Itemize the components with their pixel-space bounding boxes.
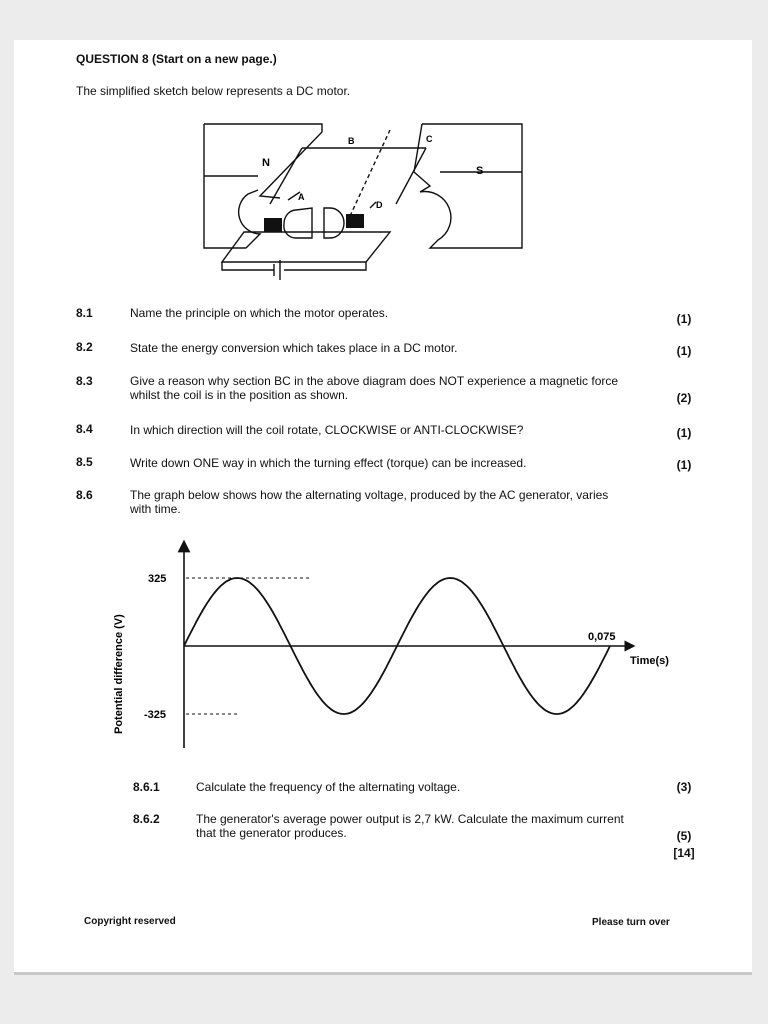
- footer-copyright: Copyright reserved: [84, 916, 176, 927]
- subquestion-number: 8.6.2: [133, 812, 160, 826]
- subquestion-number: 8.6.1: [133, 780, 160, 794]
- question-text: Give a reason why section BC in the above diagram does NOT experience a magnetic force whilst the coil is in the position as shown.: [130, 374, 619, 402]
- question-number: 8.1: [76, 306, 93, 320]
- x-axis-label: Time(s): [630, 655, 669, 667]
- subquestion-text: The generator's average power output is 2,7 kW. Calculate the maximum current that the generator produces.: [196, 812, 624, 840]
- question-text: The graph below shows how the alternating voltage, produced by the AC generator, varies with time.: [130, 488, 609, 516]
- label-b: B: [348, 136, 355, 146]
- exam-page: [14, 40, 752, 975]
- question-mark: (1): [676, 344, 692, 358]
- question-mark: (1): [676, 426, 692, 440]
- question-text: Name the principle on which the motor operates.: [130, 306, 389, 320]
- dc-motor-diagram: [200, 120, 530, 280]
- label-n: N: [262, 157, 270, 169]
- y-min-tick-label: -325: [144, 709, 167, 721]
- label-c: C: [426, 134, 433, 144]
- y-max-tick-label: 325: [148, 573, 167, 585]
- subquestion-mark: (5): [676, 829, 692, 843]
- question-text: In which direction will the coil rotate, CLOCKWISE or ANTI-CLOCKWISE?: [130, 423, 524, 437]
- question-text: State the energy conversion which takes place in a DC motor.: [130, 341, 458, 355]
- page-shadow: [14, 972, 752, 975]
- voltage-time-graph: [92, 540, 669, 760]
- subquestion-text: Calculate the frequency of the alternating voltage.: [196, 780, 461, 794]
- question-mark: (1): [676, 458, 692, 472]
- question-number: 8.6: [76, 488, 93, 502]
- question-number: 8.5: [76, 455, 93, 469]
- x-end-tick-label: 0,075: [588, 631, 616, 643]
- question-mark: (1): [676, 312, 692, 326]
- footer-turn-over: Please turn over: [592, 917, 670, 928]
- question-number: 8.3: [76, 374, 93, 388]
- y-axis-label: Potential difference (V): [113, 614, 125, 734]
- label-d: D: [376, 200, 383, 210]
- label-a: A: [298, 192, 305, 202]
- question-heading: QUESTION 8 (Start on a new page.): [76, 52, 277, 66]
- label-s: S: [476, 165, 484, 177]
- question-number: 8.2: [76, 340, 93, 354]
- intro-text: The simplified sketch below represents a DC motor.: [76, 84, 351, 98]
- question-text: Write down ONE way in which the turning effect (torque) can be increased.: [130, 456, 527, 470]
- question-mark: (2): [676, 391, 692, 405]
- subquestion-mark: (3): [676, 780, 692, 794]
- question-total: [14]: [673, 846, 695, 860]
- question-number: 8.4: [76, 422, 93, 436]
